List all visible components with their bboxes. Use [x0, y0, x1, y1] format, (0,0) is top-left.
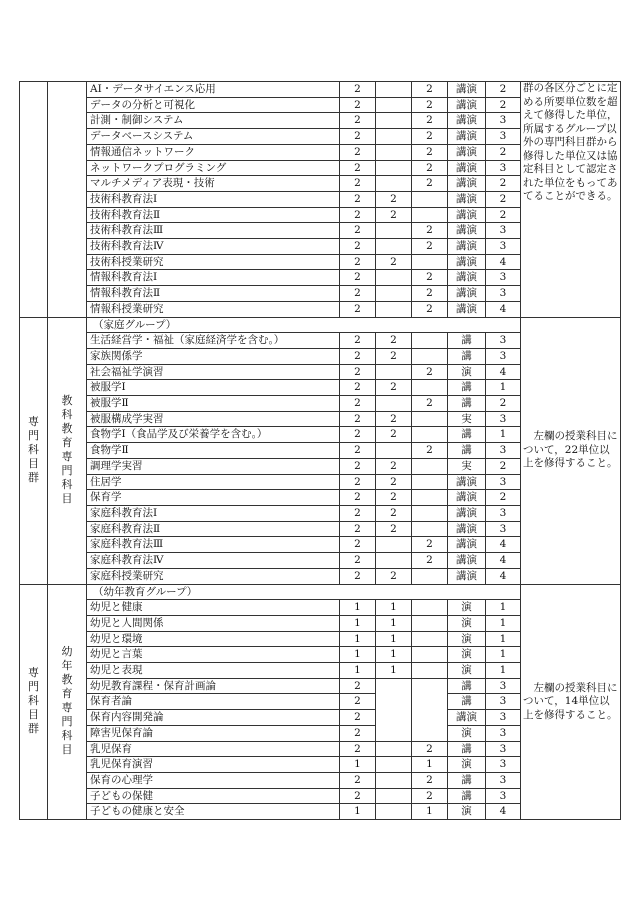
- required-cell: [376, 270, 412, 286]
- course-name: 情報科授業研究: [87, 301, 340, 317]
- course-name: 家庭科教育法Ⅱ: [87, 521, 340, 537]
- subcategory-label: 幼年教育専門科目: [61, 645, 73, 757]
- class-type-cell: 講演: [448, 568, 486, 584]
- group-row: [20, 317, 621, 333]
- credits-cell: 2: [340, 458, 376, 474]
- course-name: 技術科教育法Ⅲ: [87, 223, 340, 239]
- elective-cell: 2: [412, 537, 448, 553]
- required-cell: 2: [376, 191, 412, 207]
- required-cell: 2: [376, 458, 412, 474]
- course-name: 食物学Ⅱ: [87, 443, 340, 459]
- year-cell: 1: [486, 427, 521, 443]
- elective-cell: [412, 647, 448, 663]
- year-cell: 2: [486, 207, 521, 223]
- class-type-cell: 講: [448, 694, 486, 710]
- elective-cell: 2: [412, 741, 448, 757]
- year-cell: 1: [486, 380, 521, 396]
- elective-cell: [412, 411, 448, 427]
- year-cell: 2: [486, 458, 521, 474]
- year-cell: 2: [486, 176, 521, 192]
- elective-cell: 2: [412, 129, 448, 145]
- year-cell: 3: [486, 788, 521, 804]
- required-cell: [376, 223, 412, 239]
- course-name: 保育者論: [87, 694, 340, 710]
- class-type-cell: 講演: [448, 176, 486, 192]
- required-cell: 2: [376, 427, 412, 443]
- note-cell: [521, 82, 621, 318]
- class-type-cell: 講演: [448, 223, 486, 239]
- required-cell: 1: [376, 647, 412, 663]
- required-cell: 1: [376, 600, 412, 616]
- class-type-cell: 講演: [448, 207, 486, 223]
- course-name: 幼児と健康: [87, 600, 340, 616]
- year-cell: 3: [486, 772, 521, 788]
- year-cell: 3: [486, 725, 521, 741]
- class-type-cell: 演: [448, 600, 486, 616]
- course-name: 家庭科教育法Ⅳ: [87, 553, 340, 569]
- course-name: 被服学Ⅱ: [87, 396, 340, 412]
- course-name: 幼児と表現: [87, 663, 340, 679]
- credits-cell: 2: [340, 286, 376, 302]
- class-type-cell: 講: [448, 443, 486, 459]
- elective-cell: 2: [412, 364, 448, 380]
- class-type-cell: 講演: [448, 97, 486, 113]
- class-type-cell: 講演: [448, 301, 486, 317]
- year-cell: 1: [486, 647, 521, 663]
- credits-cell: 2: [340, 678, 376, 694]
- year-cell: 3: [486, 694, 521, 710]
- elective-cell: 2: [412, 223, 448, 239]
- required-cell: [376, 396, 412, 412]
- credits-cell: 2: [340, 725, 376, 741]
- group-title: （幼年教育グループ）: [87, 584, 521, 600]
- year-cell: 4: [486, 553, 521, 569]
- class-type-cell: 講演: [448, 113, 486, 129]
- subcategory-cell: [48, 584, 87, 820]
- elective-cell: [412, 678, 448, 694]
- elective-cell: [412, 600, 448, 616]
- credits-cell: 2: [340, 160, 376, 176]
- elective-cell: 2: [412, 301, 448, 317]
- required-cell: 2: [376, 505, 412, 521]
- required-cell: [376, 286, 412, 302]
- credits-cell: 2: [340, 537, 376, 553]
- elective-cell: [412, 348, 448, 364]
- course-name: 家庭科教育法Ⅲ: [87, 537, 340, 553]
- year-cell: 3: [486, 411, 521, 427]
- elective-cell: [412, 458, 448, 474]
- credits-cell: 2: [340, 396, 376, 412]
- course-name: 情報科教育法Ⅰ: [87, 270, 340, 286]
- elective-cell: 1: [412, 757, 448, 773]
- course-name: AI・データサイエンス応用: [87, 82, 340, 98]
- credits-cell: 2: [340, 301, 376, 317]
- course-name: 障害児保育論: [87, 725, 340, 741]
- elective-cell: [412, 191, 448, 207]
- elective-cell: 2: [412, 97, 448, 113]
- required-cell: [376, 364, 412, 380]
- course-name: 被服学Ⅰ: [87, 380, 340, 396]
- required-cell: 1: [376, 663, 412, 679]
- elective-cell: 1: [412, 804, 448, 820]
- course-name: 家庭科授業研究: [87, 568, 340, 584]
- class-type-cell: 演: [448, 647, 486, 663]
- credits-cell: 2: [340, 333, 376, 349]
- required-cell: [376, 788, 412, 804]
- course-name: 幼児と人間関係: [87, 615, 340, 631]
- year-cell: 3: [486, 505, 521, 521]
- class-type-cell: 講: [448, 380, 486, 396]
- required-cell: 2: [376, 490, 412, 506]
- class-type-cell: 講演: [448, 490, 486, 506]
- class-type-cell: 講演: [448, 505, 486, 521]
- required-cell: 1: [376, 631, 412, 647]
- course-name: マルチメディア表現・技術: [87, 176, 340, 192]
- course-name: 家庭科教育法Ⅰ: [87, 505, 340, 521]
- year-cell: 4: [486, 568, 521, 584]
- class-type-cell: 演: [448, 804, 486, 820]
- class-type-cell: 講演: [448, 537, 486, 553]
- credits-cell: 2: [340, 144, 376, 160]
- class-type-cell: 演: [448, 364, 486, 380]
- class-type-cell: 演: [448, 757, 486, 773]
- table-row: [20, 82, 621, 98]
- required-cell: 2: [376, 333, 412, 349]
- course-name: 社会福祉学演習: [87, 364, 340, 380]
- elective-cell: [412, 427, 448, 443]
- year-cell: 4: [486, 804, 521, 820]
- credits-cell: 2: [340, 474, 376, 490]
- course-name: 技術科教育法Ⅱ: [87, 207, 340, 223]
- year-cell: 3: [486, 160, 521, 176]
- course-name: 住居学: [87, 474, 340, 490]
- class-type-cell: 講演: [448, 521, 486, 537]
- credits-cell: 2: [340, 270, 376, 286]
- elective-cell: [412, 207, 448, 223]
- year-cell: 4: [486, 254, 521, 270]
- year-cell: 3: [486, 348, 521, 364]
- elective-cell: [412, 521, 448, 537]
- category-cell: [20, 317, 48, 584]
- class-type-cell: 講演: [448, 474, 486, 490]
- year-cell: 3: [486, 286, 521, 302]
- course-name: 幼児と言葉: [87, 647, 340, 663]
- year-cell: 4: [486, 364, 521, 380]
- credits-cell: 2: [340, 380, 376, 396]
- credits-cell: 2: [340, 191, 376, 207]
- course-name: 調理学実習: [87, 458, 340, 474]
- year-cell: 3: [486, 757, 521, 773]
- elective-cell: [412, 490, 448, 506]
- required-cell: 2: [376, 380, 412, 396]
- elective-cell: 2: [412, 443, 448, 459]
- course-name: 被服構成学実習: [87, 411, 340, 427]
- credits-cell: 2: [340, 207, 376, 223]
- course-name: 乳児保育: [87, 741, 340, 757]
- note-text: 左欄の授業科目について，14単位以上を修得すること。: [523, 681, 618, 721]
- credits-cell: 2: [340, 427, 376, 443]
- elective-cell: 2: [412, 82, 448, 98]
- class-type-cell: 講: [448, 788, 486, 804]
- class-type-cell: 講演: [448, 160, 486, 176]
- elective-cell: [412, 725, 448, 741]
- class-type-cell: 実: [448, 458, 486, 474]
- elective-cell: [412, 710, 448, 726]
- course-name: データベースシステム: [87, 129, 340, 145]
- credits-cell: 1: [340, 600, 376, 616]
- course-name: 技術科教育法Ⅰ: [87, 191, 340, 207]
- credits-cell: 2: [340, 568, 376, 584]
- credits-cell: 2: [340, 505, 376, 521]
- credits-cell: 1: [340, 663, 376, 679]
- credits-cell: 2: [340, 490, 376, 506]
- credits-cell: 2: [340, 411, 376, 427]
- required-cell: [376, 537, 412, 553]
- year-cell: 3: [486, 521, 521, 537]
- course-name: ネットワークプログラミング: [87, 160, 340, 176]
- elective-cell: 2: [412, 176, 448, 192]
- course-name: 食物学Ⅰ（食品学及び栄養学を含む。）: [87, 427, 340, 443]
- elective-cell: [412, 631, 448, 647]
- credits-cell: 1: [340, 647, 376, 663]
- year-cell: 1: [486, 600, 521, 616]
- category-label: 専門科目群: [28, 415, 39, 485]
- required-cell: [376, 113, 412, 129]
- note-text: 群の各区分ごとに定める所要単位数を超えて修得した単位，所属するグループ以外の専門科目群から修得した単位又は協定科目として認定された単位をもってあてることができる。: [523, 82, 618, 202]
- credits-cell: 1: [340, 804, 376, 820]
- course-name: 情報通信ネットワーク: [87, 144, 340, 160]
- class-type-cell: 講演: [448, 239, 486, 255]
- course-name: 保育学: [87, 490, 340, 506]
- credits-cell: 1: [340, 757, 376, 773]
- year-cell: 2: [486, 490, 521, 506]
- required-cell: [376, 741, 412, 757]
- required-cell: [376, 678, 412, 694]
- year-cell: 2: [486, 144, 521, 160]
- course-name: 技術科教育法Ⅳ: [87, 239, 340, 255]
- class-type-cell: 演: [448, 615, 486, 631]
- credits-cell: 2: [340, 97, 376, 113]
- required-cell: [376, 239, 412, 255]
- credits-cell: 2: [340, 443, 376, 459]
- required-cell: 2: [376, 411, 412, 427]
- year-cell: 3: [486, 443, 521, 459]
- required-cell: [376, 129, 412, 145]
- credits-cell: 1: [340, 631, 376, 647]
- course-name: 保育の心理学: [87, 772, 340, 788]
- class-type-cell: 講: [448, 427, 486, 443]
- year-cell: 1: [486, 663, 521, 679]
- elective-cell: [412, 474, 448, 490]
- year-cell: 2: [486, 396, 521, 412]
- class-type-cell: 演: [448, 663, 486, 679]
- class-type-cell: 講演: [448, 553, 486, 569]
- group-row: [20, 584, 621, 600]
- elective-cell: 2: [412, 160, 448, 176]
- class-type-cell: 講演: [448, 254, 486, 270]
- class-type-cell: 講: [448, 348, 486, 364]
- category-cell: [20, 584, 48, 820]
- credits-cell: 2: [340, 364, 376, 380]
- credits-cell: 2: [340, 521, 376, 537]
- elective-cell: 2: [412, 772, 448, 788]
- course-name: 子どもの保健: [87, 788, 340, 804]
- category-label: 専門科目群: [28, 666, 39, 736]
- elective-cell: [412, 505, 448, 521]
- course-name: 幼児教育課程・保育計画論: [87, 678, 340, 694]
- elective-cell: 2: [412, 553, 448, 569]
- credits-cell: 2: [340, 553, 376, 569]
- year-cell: 3: [486, 741, 521, 757]
- required-cell: [376, 804, 412, 820]
- course-table: [19, 81, 621, 820]
- course-name: 家族関係学: [87, 348, 340, 364]
- class-type-cell: 講演: [448, 286, 486, 302]
- year-cell: 3: [486, 333, 521, 349]
- subcategory-cell: [48, 317, 87, 584]
- class-type-cell: 講演: [448, 191, 486, 207]
- required-cell: [376, 443, 412, 459]
- required-cell: 2: [376, 521, 412, 537]
- required-cell: 1: [376, 615, 412, 631]
- course-name: 技術科授業研究: [87, 254, 340, 270]
- note-cell: [521, 317, 621, 584]
- class-type-cell: 講演: [448, 129, 486, 145]
- class-type-cell: 実: [448, 411, 486, 427]
- required-cell: [376, 176, 412, 192]
- credits-cell: 2: [340, 176, 376, 192]
- required-cell: 2: [376, 254, 412, 270]
- elective-cell: [412, 254, 448, 270]
- subcategory-cell: [48, 82, 87, 318]
- credits-cell: 2: [340, 710, 376, 726]
- year-cell: 2: [486, 191, 521, 207]
- elective-cell: [412, 663, 448, 679]
- credits-cell: 2: [340, 129, 376, 145]
- elective-cell: 2: [412, 788, 448, 804]
- required-cell: [376, 144, 412, 160]
- credits-cell: 2: [340, 741, 376, 757]
- required-cell: 2: [376, 348, 412, 364]
- year-cell: 3: [486, 113, 521, 129]
- year-cell: 3: [486, 239, 521, 255]
- credits-cell: 2: [340, 788, 376, 804]
- required-cell: [376, 553, 412, 569]
- required-cell: [376, 710, 412, 726]
- year-cell: 3: [486, 129, 521, 145]
- year-cell: 2: [486, 82, 521, 98]
- elective-cell: [412, 694, 448, 710]
- course-name: 乳児保育演習: [87, 757, 340, 773]
- elective-cell: [412, 333, 448, 349]
- class-type-cell: 演: [448, 631, 486, 647]
- course-name: 子どもの健康と安全: [87, 804, 340, 820]
- required-cell: 2: [376, 568, 412, 584]
- category-cell: [20, 82, 48, 318]
- required-cell: [376, 82, 412, 98]
- required-cell: [376, 301, 412, 317]
- year-cell: 2: [486, 97, 521, 113]
- class-type-cell: 講演: [448, 82, 486, 98]
- credits-cell: 2: [340, 239, 376, 255]
- elective-cell: 2: [412, 144, 448, 160]
- course-name: 幼児と環境: [87, 631, 340, 647]
- class-type-cell: 講演: [448, 710, 486, 726]
- elective-cell: 2: [412, 239, 448, 255]
- credits-cell: 2: [340, 772, 376, 788]
- class-type-cell: 講: [448, 741, 486, 757]
- credits-cell: 2: [340, 348, 376, 364]
- required-cell: 2: [376, 207, 412, 223]
- year-cell: 3: [486, 474, 521, 490]
- required-cell: 2: [376, 474, 412, 490]
- course-name: 情報科教育法Ⅱ: [87, 286, 340, 302]
- year-cell: 3: [486, 223, 521, 239]
- class-type-cell: 演: [448, 725, 486, 741]
- course-name: データの分析と可視化: [87, 97, 340, 113]
- credits-cell: 2: [340, 254, 376, 270]
- elective-cell: 2: [412, 286, 448, 302]
- year-cell: 1: [486, 631, 521, 647]
- year-cell: 4: [486, 301, 521, 317]
- elective-cell: [412, 615, 448, 631]
- credits-cell: 2: [340, 82, 376, 98]
- elective-cell: 2: [412, 396, 448, 412]
- elective-cell: 2: [412, 113, 448, 129]
- course-name: 計測・制御システム: [87, 113, 340, 129]
- year-cell: 3: [486, 270, 521, 286]
- credits-cell: 1: [340, 615, 376, 631]
- elective-cell: 2: [412, 270, 448, 286]
- year-cell: 1: [486, 615, 521, 631]
- required-cell: [376, 97, 412, 113]
- elective-cell: [412, 380, 448, 396]
- subcategory-label: 教科教育専門科目: [61, 394, 73, 506]
- note-text: 左欄の授業科目について，22単位以上を修得すること。: [523, 430, 618, 470]
- year-cell: 4: [486, 537, 521, 553]
- class-type-cell: 講: [448, 396, 486, 412]
- year-cell: 3: [486, 710, 521, 726]
- required-cell: [376, 160, 412, 176]
- class-type-cell: 講演: [448, 144, 486, 160]
- required-cell: [376, 772, 412, 788]
- class-type-cell: 講演: [448, 270, 486, 286]
- elective-cell: [412, 568, 448, 584]
- course-name: 生活経営学・福祉（家庭経済学を含む。）: [87, 333, 340, 349]
- required-cell: [376, 694, 412, 710]
- required-cell: [376, 725, 412, 741]
- note-cell: [521, 584, 621, 820]
- class-type-cell: 講: [448, 678, 486, 694]
- course-name: 保育内容開発論: [87, 710, 340, 726]
- credits-cell: 2: [340, 223, 376, 239]
- required-cell: [376, 757, 412, 773]
- credits-cell: 2: [340, 694, 376, 710]
- credits-cell: 2: [340, 113, 376, 129]
- year-cell: 3: [486, 678, 521, 694]
- group-title: （家庭グループ）: [87, 317, 521, 333]
- class-type-cell: 講: [448, 333, 486, 349]
- class-type-cell: 講: [448, 772, 486, 788]
